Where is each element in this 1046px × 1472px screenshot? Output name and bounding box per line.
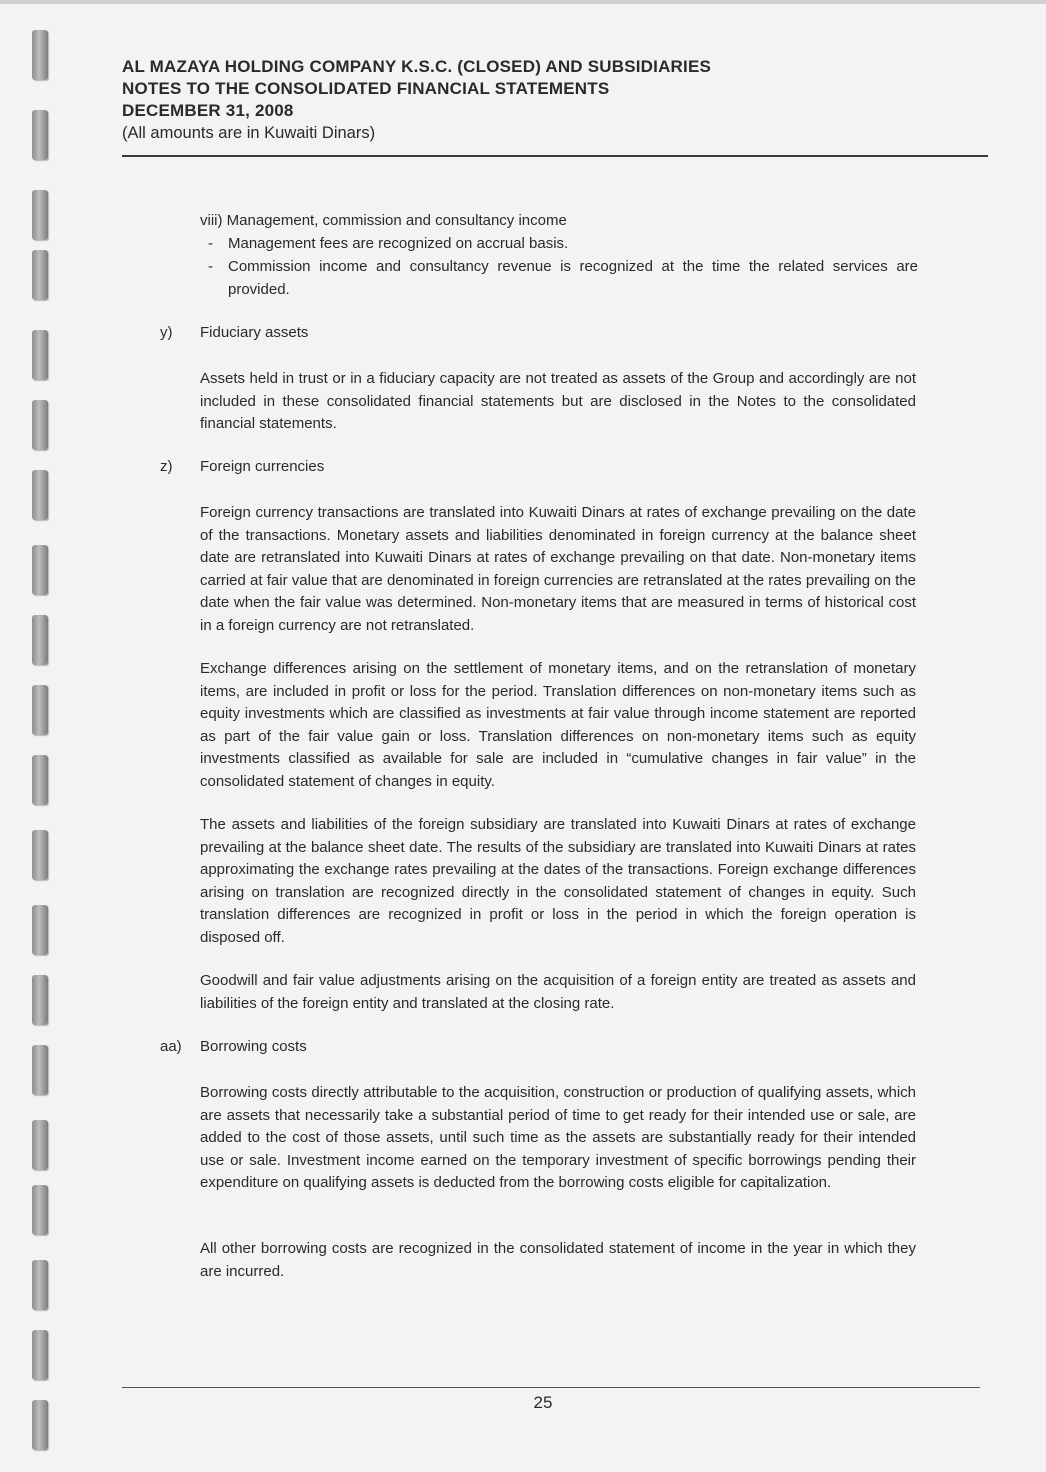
footer-rule [122, 1387, 980, 1388]
bullet-item: - Management fees are recognized on accrual basis. [208, 235, 569, 252]
section-title: Fiduciary assets [200, 324, 309, 341]
paragraph: Goodwill and fair value adjustments arising on the acquisition of a foreign entity are treated as assets and liabilities of the foreign entity and translated at the closing rate. [200, 972, 916, 1012]
document-header [122, 56, 990, 144]
paragraph: Borrowing costs directly attributable to the acquisition, construction or production of qualifying assets, which are assets that necessarily take a substantial period of time to get ready for their intended use or sale, are added to the cost of those assets, until such time as the assets are substantially ready for their intended use or sale. Investment income earned on the temporary investment of specific borrowings pending their expenditure on qualifying assets is deducted from the borrowing costs eligible for capitalization. [200, 1084, 916, 1191]
section-label: z) [160, 458, 173, 475]
binding-hole [32, 830, 48, 880]
binding-hole [32, 400, 48, 450]
section-heading [160, 1036, 307, 1059]
paragraph: Exchange differences arising on the settlement of monetary items, and on the retranslation of monetary items, are included in profit or loss for the period. Translation differences on non-monetary items such as equity investments which are classified as investments at fair value through income statement are reported as part of the fair value gain or loss. Translation differences on non-monetary items such as equity investments classified as available for sale are included in “cumulative changes in fair value” in the consolidated statement of changes in equity. [200, 660, 916, 790]
currency-note: (All amounts are in Kuwaiti Dinars) [122, 124, 376, 142]
page-number: 25 [533, 1393, 553, 1412]
binding-hole [32, 30, 48, 80]
section-title: Foreign currencies [200, 458, 325, 475]
bullet-item: - Commission income and consultancy revenue is recognized at the time the related services are provided. [208, 258, 918, 298]
section-label: aa) [160, 1038, 182, 1055]
section-label: y) [160, 324, 173, 341]
binding-hole [32, 545, 48, 595]
section-viii-title: viii) Management, commission and consultancy income [200, 212, 567, 229]
section-title: Borrowing costs [200, 1038, 307, 1055]
page-top-edge [0, 0, 1046, 4]
binding-hole [32, 1045, 48, 1095]
paragraph: The assets and liabilities of the foreign subsidiary are translated into Kuwaiti Dinars at rates of exchange prevailing at the balance sheet date. The results of the subsidiary are translated into Kuwaiti Dinars at rates approximating the exchange rates prevailing at the dates of the transactions. Foreign exchange differences arising on translation are recognized directly in the consolidated statement of changes in equity. Such translation differences are recognized in profit or loss in the period in which the foreign operation is disposed off. [200, 816, 916, 946]
section-heading [160, 322, 308, 345]
paragraph: All other borrowing costs are recognized in the consolidated statement of income in the year in which they are incurred. [200, 1240, 916, 1280]
binding-hole [32, 685, 48, 735]
header-rule [122, 155, 988, 157]
ring-binding [0, 0, 60, 1472]
binding-hole [32, 1330, 48, 1380]
binding-hole [32, 755, 48, 805]
binding-hole [32, 1260, 48, 1310]
binding-hole [32, 1120, 48, 1170]
binding-hole [32, 190, 48, 240]
binding-hole [32, 905, 48, 955]
paragraph: Foreign currency transactions are translated into Kuwaiti Dinars at rates of exchange prevailing on the date of the transactions. Monetary assets and liabilities denominated in foreign currency at the balance sheet date are retranslated into Kuwaiti Dinars at rates of exchange prevailing on that date. Non-monetary items carried at fair value that are denominated in foreign currencies are retranslated at the rates prevailing on the date when the fair value was determined. Non-monetary items that are measured in terms of historical cost in a foreign currency are not retranslated. [200, 504, 916, 634]
binding-hole [32, 330, 48, 380]
binding-hole [32, 470, 48, 520]
report-date: DECEMBER 31, 2008 [122, 101, 294, 120]
company-name: AL MAZAYA HOLDING COMPANY K.S.C. (CLOSED) AND SUBSIDIARIES [122, 57, 712, 76]
binding-hole [32, 250, 48, 300]
binding-hole [32, 615, 48, 665]
binding-hole [32, 975, 48, 1025]
section-heading [160, 456, 324, 479]
binding-hole [32, 110, 48, 160]
document-title: NOTES TO THE CONSOLIDATED FINANCIAL STATEMENTS [122, 79, 610, 98]
binding-hole [32, 1185, 48, 1235]
paragraph: Assets held in trust or in a fiduciary capacity are not treated as assets of the Group and accordingly are not included in these consolidated financial statements but are disclosed in the Notes to the consolidated financial statements. [200, 370, 916, 432]
